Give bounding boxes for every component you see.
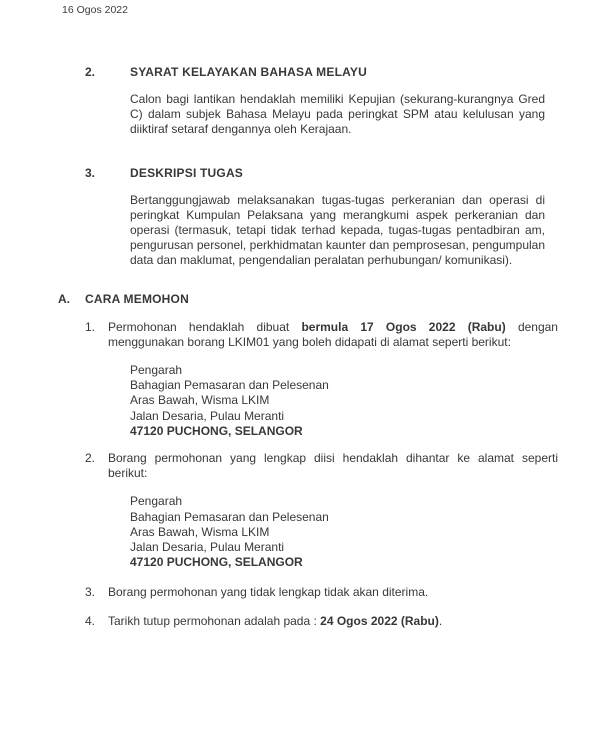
section-cara-memohon <box>58 291 545 307</box>
section-3-number: 3. <box>85 165 96 180</box>
item-1-number: 1. <box>85 319 96 334</box>
document-content <box>0 65 600 629</box>
item-1-text-after: dengan menggunakan borang LKIM01 yang boleh didapati di alamat seperti berikut: <box>108 319 558 349</box>
section-2-body: Calon bagi lantikan hendaklah memiliki Kepujian (sekurang-kurangnya Gred C) dalam subjek Bahasa Melayu pada peringkat SPM atau kelulusan yang diiktiraf setaraf dengannya oleh Kerajaan. <box>130 92 545 137</box>
item-4-closing-date: 24 Ogos 2022 (Rabu) <box>320 613 439 628</box>
section-3-body: Bertanggungjawab melaksanakan tugas-tugas perkeranian dan operasi di peringkat Kumpulan Pelaksana yang merangkumi aspek perkeranian dan operasi (termasuk, tetapi tidak terhad kepada, tugas-tugas pentadbiran am, pengurusan personel, perkhidmatan kaunter dan pemprosesan, pengumpulan data dan maklumat, pengendalian peralatan perhubungan/ komunikasi). <box>130 192 545 268</box>
address-2-line-3: Aras Bawah, Wisma LKIM <box>130 524 270 539</box>
section-syarat-kelayakan <box>85 65 545 138</box>
section-3-title: DESKRIPSI TUGAS <box>130 165 244 180</box>
address-block-2 <box>130 494 545 570</box>
section-a-letter: A. <box>58 291 70 306</box>
item-1-text-before: Permohonan hendaklah dibuat <box>108 319 302 334</box>
item-1-start-date: bermula 17 Ogos 2022 (Rabu) <box>301 319 506 334</box>
list-item-2 <box>85 451 558 481</box>
address-1-line-1: Pengarah <box>130 363 183 378</box>
address-2-line-1: Pengarah <box>130 494 183 509</box>
date-header: 16 Ogos 2022 <box>62 4 128 16</box>
section-2-title: SYARAT KELAYAKAN BAHASA MELAYU <box>130 65 367 79</box>
item-2-number: 2. <box>85 451 96 466</box>
item-4-text-before: Tarikh tutup permohonan adalah pada : <box>108 613 321 628</box>
item-4-text-after: . <box>438 613 443 628</box>
section-a-title: CARA MEMOHON <box>85 291 189 306</box>
item-3-number: 3. <box>85 585 96 600</box>
list-item-1 <box>85 319 558 350</box>
section-2-number: 2. <box>85 65 96 79</box>
list-item-3 <box>85 585 558 600</box>
address-2-line-5: 47120 PUCHONG, SELANGOR <box>130 555 303 570</box>
address-2-line-4: Jalan Desaria, Pulau Meranti <box>130 540 285 555</box>
address-1-line-5: 47120 PUCHONG, SELANGOR <box>130 423 303 438</box>
address-block-1 <box>130 363 545 439</box>
section-deskripsi-tugas <box>85 165 545 269</box>
list-item-4 <box>85 613 558 629</box>
item-4-number: 4. <box>85 613 96 628</box>
address-1-line-2: Bahagian Pemasaran dan Pelesenan <box>130 378 329 393</box>
address-1-line-4: Jalan Desaria, Pulau Meranti <box>130 408 285 423</box>
item-3-text: Borang permohonan yang tidak lengkap tidak akan diterima. <box>108 585 429 600</box>
address-2-line-2: Bahagian Pemasaran dan Pelesenan <box>130 509 329 524</box>
item-2-text: Borang permohonan yang lengkap diisi hendaklah dihantar ke alamat seperti berikut: <box>108 451 558 481</box>
address-1-line-3: Aras Bawah, Wisma LKIM <box>130 393 270 408</box>
